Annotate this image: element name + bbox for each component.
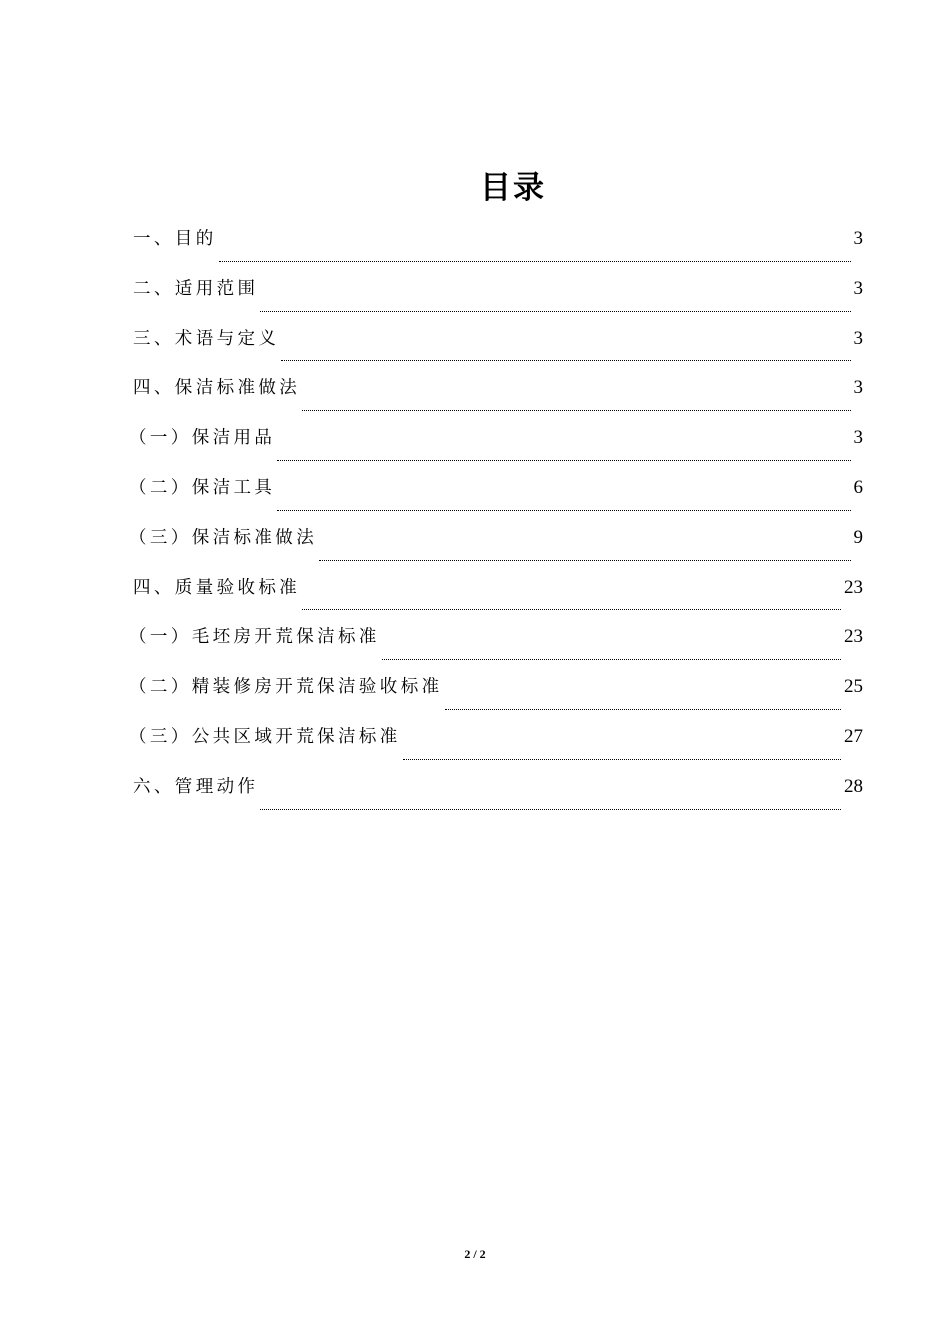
toc-entry-label: （三）公共区域开荒保洁标准 xyxy=(129,726,401,747)
toc-leader-dots xyxy=(302,409,850,411)
toc-entry-page: 25 xyxy=(844,676,863,698)
toc-entry-page: 3 xyxy=(853,277,863,299)
toc-leader-dots xyxy=(403,758,841,760)
toc-entry-purpose[interactable] xyxy=(133,224,863,274)
toc-entry-scope[interactable] xyxy=(133,274,863,324)
toc-leader-dots xyxy=(219,260,851,262)
toc-leader-dots xyxy=(302,608,841,610)
toc-entry-label: 六、管理动作 xyxy=(133,776,259,797)
toc-entry-management-actions[interactable] xyxy=(133,772,863,822)
toc-entry-terms[interactable] xyxy=(133,324,863,374)
toc-entry-page: 3 xyxy=(853,427,863,449)
toc-entry-label: 四、质量验收标准 xyxy=(133,577,301,598)
toc-entry-page: 28 xyxy=(844,775,863,797)
toc-leader-dots xyxy=(260,310,850,312)
toc-leader-dots xyxy=(319,559,850,561)
toc-title: 目录 xyxy=(480,170,546,206)
toc-entry-label: （三）保洁标准做法 xyxy=(129,527,318,548)
toc-entry-label: （一）保洁用品 xyxy=(129,428,276,449)
toc-entry-quality-acceptance[interactable] xyxy=(133,573,863,623)
toc-entry-label: 四、保洁标准做法 xyxy=(133,378,301,399)
toc-entry-page: 23 xyxy=(844,626,863,648)
toc-leader-dots xyxy=(281,359,850,361)
toc-entry-rough-house-cleaning[interactable] xyxy=(129,622,863,672)
toc-entry-page: 23 xyxy=(844,576,863,598)
toc-entry-page: 3 xyxy=(853,327,863,349)
toc-entry-cleaning-supplies[interactable] xyxy=(129,423,863,473)
toc-entry-label: 二、适用范围 xyxy=(133,278,259,299)
toc-entry-cleaning-methods[interactable] xyxy=(129,523,863,573)
toc-leader-dots xyxy=(277,509,850,511)
toc-entry-page: 6 xyxy=(853,476,863,498)
toc-entry-label: （二）保洁工具 xyxy=(129,477,276,498)
toc-leader-dots xyxy=(277,459,850,461)
toc-leader-dots xyxy=(260,808,841,810)
toc-entry-label: 一、目的 xyxy=(133,229,217,249)
toc-entry-page: 27 xyxy=(844,725,863,747)
toc-leader-dots xyxy=(382,658,841,660)
page-number-footer: 2 / 2 xyxy=(464,1247,486,1261)
toc-entry-page: 9 xyxy=(853,526,863,548)
toc-list xyxy=(129,224,863,822)
toc-entry-label: （一）毛坯房开荒保洁标准 xyxy=(129,627,380,648)
toc-entry-label: 三、术语与定义 xyxy=(133,328,280,349)
toc-entry-page: 3 xyxy=(853,377,863,399)
toc-leader-dots xyxy=(445,708,842,710)
toc-entry-page: 3 xyxy=(853,228,863,249)
toc-entry-cleaning-standards[interactable] xyxy=(133,373,863,423)
toc-entry-public-area-cleaning[interactable] xyxy=(129,722,863,772)
toc-entry-finished-house-acceptance[interactable] xyxy=(129,672,863,722)
toc-entry-label: （二）精装修房开荒保洁验收标准 xyxy=(129,677,443,698)
toc-entry-cleaning-tools[interactable] xyxy=(129,473,863,523)
